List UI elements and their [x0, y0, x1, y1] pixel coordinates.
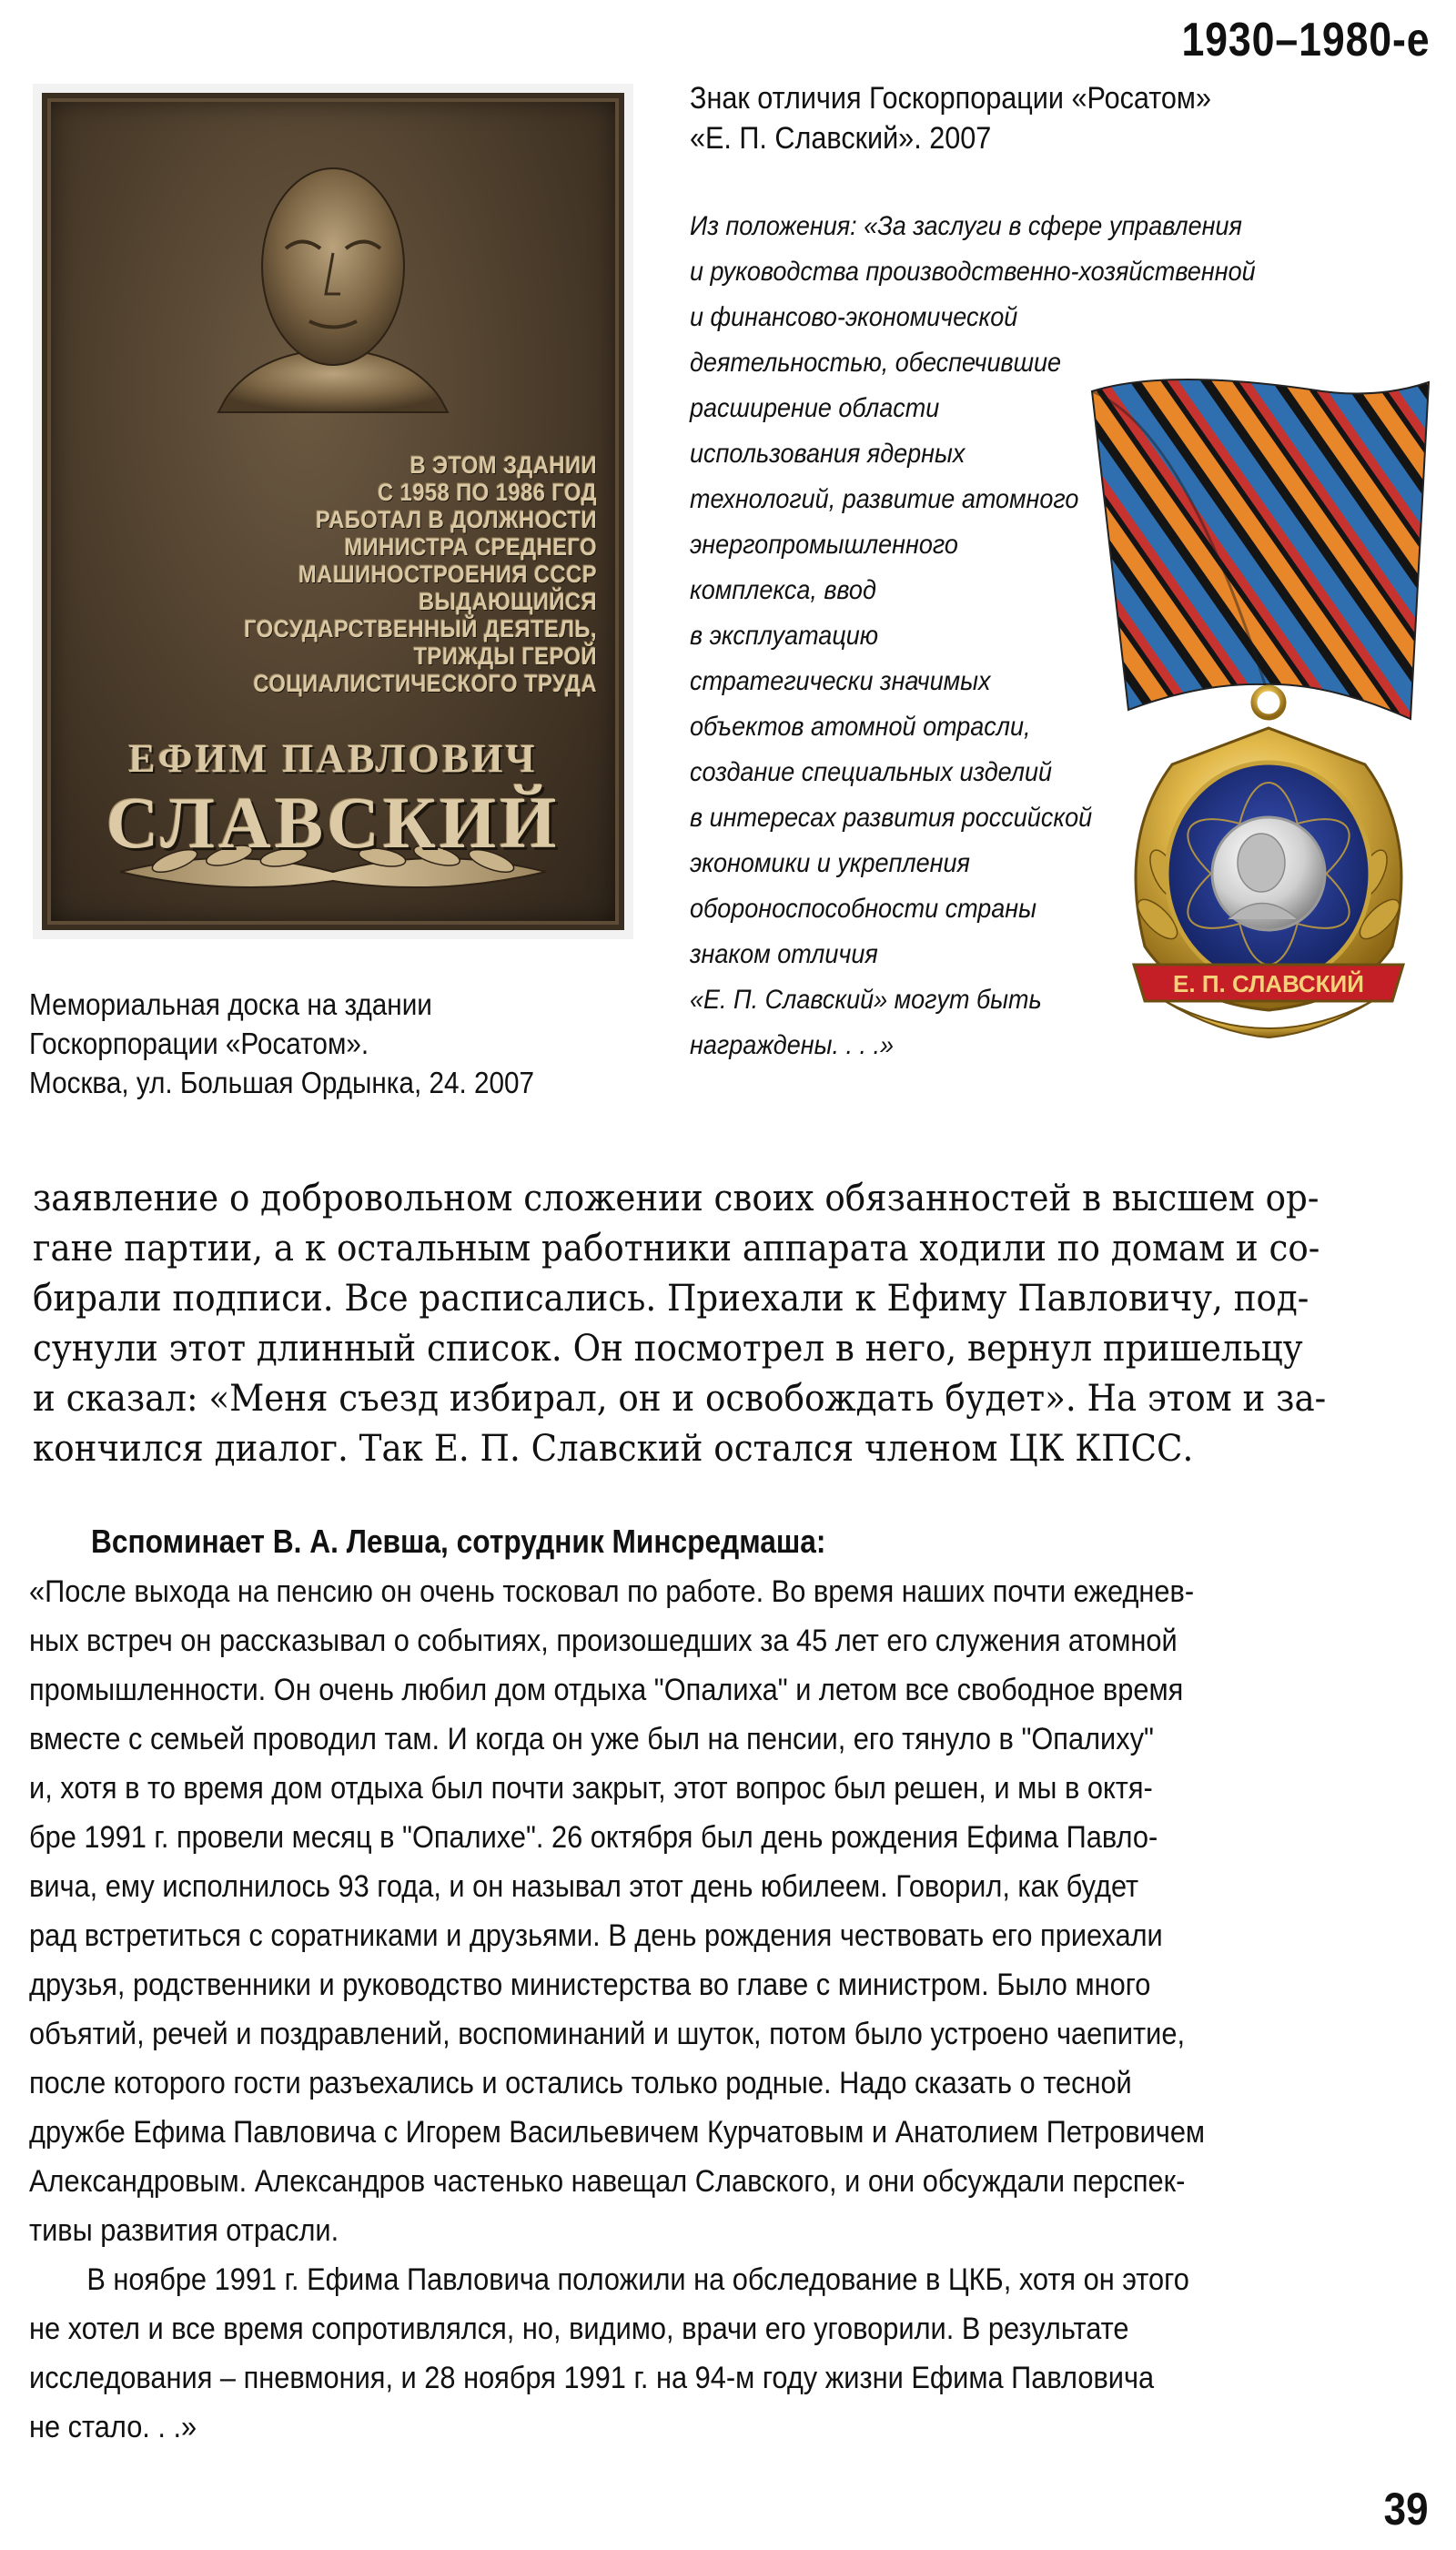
plaque-inscription: [47, 451, 597, 697]
quote-line: обороноспособности страны: [690, 894, 1037, 924]
quote-line: и руководства производственно-хозяйственной: [690, 257, 1256, 287]
award-caption: [690, 78, 1211, 158]
plaque-last-name: СЛАВСКИЙ: [106, 784, 561, 864]
body-line: кончился диалог. Так Е. П. Славский остался членом ЦК КПСС.: [33, 1428, 1194, 1470]
award-title-line: Знак отличия Госкорпорации «Росатом»: [690, 81, 1211, 116]
plaque-line: В ЭТОМ ЗДАНИИ: [410, 451, 597, 479]
memoir-line: после которого гости разъехались и остались только родные. Надо сказать о тесной: [29, 2066, 1132, 2100]
memorial-plaque-photo: [33, 84, 633, 939]
memoir-line: Александровым. Александров частенько навещал Славского, и они обсуждали перспек-: [29, 2164, 1186, 2199]
memoir-line: не хотел и все время сопротивлялся, но, видимо, врачи его уговорили. В результате: [29, 2312, 1129, 2346]
memoir-line: бре 1991 г. провели месяц в "Опалихе". 26 октября был день рождения Ефима Павло-: [29, 1820, 1158, 1855]
memoir-heading: Вспоминает В. А. Левша, сотрудник Минсредмаша:: [91, 1523, 826, 1560]
quote-line: экономики и укрепления: [690, 848, 970, 878]
memoir-line: не стало. . .»: [29, 2410, 197, 2444]
plaque-line: ТРИЖДЫ ГЕРОЙ: [413, 643, 597, 670]
memoir-line: В ноябре 1991 г. Ефима Павловича положили на обследование в ЦКБ, хотя он этого: [86, 2262, 1189, 2297]
body-line: заявление о добровольном сложении своих обязанностей в высшем ор-: [33, 1178, 1320, 1219]
plaque-line: МАШИНОСТРОЕНИЯ СССР: [298, 561, 597, 588]
medal-banner-text: Е. П. СЛАВСКИЙ: [1173, 970, 1364, 997]
caption-line: Мемориальная доска на здании: [29, 987, 432, 1021]
quote-line: энергопромышленного: [690, 530, 958, 560]
quote-line: стратегически значимых: [690, 666, 991, 696]
medal-ring: [1254, 688, 1283, 717]
page-number: 39: [1384, 2484, 1429, 2535]
main-body-text: [33, 1174, 1328, 1474]
quote-line: деятельностью, обеспечившие: [690, 348, 1062, 378]
memoir-line: рад встретиться с соратниками и друзьями. В день рождения чествовать его приехали: [29, 1918, 1163, 1953]
plaque-caption: [29, 985, 586, 1102]
plaque-line: МИНИСТРА СРЕДНЕГО: [344, 533, 597, 561]
memoir-line: ных встреч он рассказывал о событиях, произошедших за 45 лет его служения атомной: [29, 1624, 1178, 1658]
plaque-board: [42, 93, 624, 930]
quote-line: и финансово-экономической: [690, 302, 1018, 332]
plaque-line: СОЦИАЛИСТИЧЕСКОГО ТРУДА: [253, 670, 597, 697]
plaque-first-name: ЕФИМ ПАВЛОВИЧ: [128, 736, 538, 781]
memoir-line: тивы развития отрасли.: [29, 2213, 339, 2248]
award-title-line: «Е. П. Славский». 2007: [690, 121, 992, 156]
quote-line: в эксплуатацию: [690, 621, 879, 651]
quote-line: использования ядерных: [690, 439, 966, 469]
memoir-line: исследования – пневмония, и 28 ноября 1991 г. на 94-м году жизни Ефима Павловича: [29, 2361, 1155, 2395]
medal-graphic: [1046, 364, 1456, 1156]
quote-line: расширение области: [690, 393, 940, 423]
section-period-header: 1930–1980-е: [1181, 14, 1431, 66]
memoir-line: дружбе Ефима Павловича с Игорем Васильевичем Курчатовым и Анатолием Петровичем: [29, 2115, 1206, 2150]
memoir-line: и, хотя в то время дом отдыха был почти закрыт, этот вопрос был решен, и мы в октя-: [29, 1771, 1153, 1806]
quote-line: в интересах развития российской: [690, 803, 1093, 833]
plaque-line: РАБОТАЛ В ДОЛЖНОСТИ: [315, 506, 597, 533]
caption-line: Госкорпорации «Росатом».: [29, 1027, 369, 1060]
bust-head: [262, 168, 404, 365]
quote-line: объектов атомной отрасли,: [690, 712, 1031, 742]
memoir-line: объятий, речей и поздравлений, воспоминаний и шуток, потом было устроено чаепитие,: [29, 2017, 1186, 2051]
quote-line: знаком отличия: [690, 939, 878, 969]
quote-line: награждены. . . .»: [690, 1030, 895, 1060]
body-line: и сказал: «Меня съезд избирал, он и освобождать будет». На этом и за-: [33, 1378, 1327, 1420]
body-line: гане партии, а к остальным работники аппарата ходили по домам и со-: [33, 1228, 1320, 1270]
plaque-line: ВЫДАЮЩИЙСЯ: [418, 588, 597, 615]
quote-line: комплекса, ввод: [690, 575, 876, 605]
body-line: бирали подписи. Все расписались. Приехали к Ефиму Павловичу, под-: [33, 1278, 1309, 1320]
memoir-line: вместе с семьей проводил там. И когда он уже был на пенсии, его тянуло в "Опалиху": [29, 1722, 1154, 1756]
quote-line: технологий, развитие атомного: [690, 484, 1079, 514]
memoir-line: друзья, родственники и руководство министерства во главе с министром. Было много: [29, 1968, 1151, 2002]
quote-line: создание специальных изделий: [690, 757, 1053, 787]
plaque-line: ГОСУДАРСТВЕННЫЙ ДЕЯТЕЛЬ,: [244, 615, 597, 643]
memoir-line: промышленности. Он очень любил дом отдыха "Опалиха" и летом все свободное время: [29, 1673, 1184, 1707]
plaque-line: С 1958 ПО 1986 ГОД: [377, 479, 597, 506]
memoir-text: [29, 1567, 1298, 2452]
memoir-line: «После выхода на пенсию он очень тосковал по работе. Во время наших почти ежеднев-: [29, 1574, 1195, 1609]
caption-line: Москва, ул. Большая Ордынка, 24. 2007: [29, 1066, 535, 1099]
award-medal-photo: [1046, 364, 1456, 1156]
quote-line: Из положения: «За заслуги в сфере управления: [690, 211, 1242, 241]
memoir-line: вича, ему исполнилось 93 года, и он называл этот день юбилеем. Говорил, как будет: [29, 1869, 1139, 1904]
body-line: сунули этот длинный список. Он посмотрел в него, вернул пришельцу: [33, 1328, 1303, 1370]
quote-line: «Е. П. Славский» могут быть: [690, 985, 1042, 1015]
